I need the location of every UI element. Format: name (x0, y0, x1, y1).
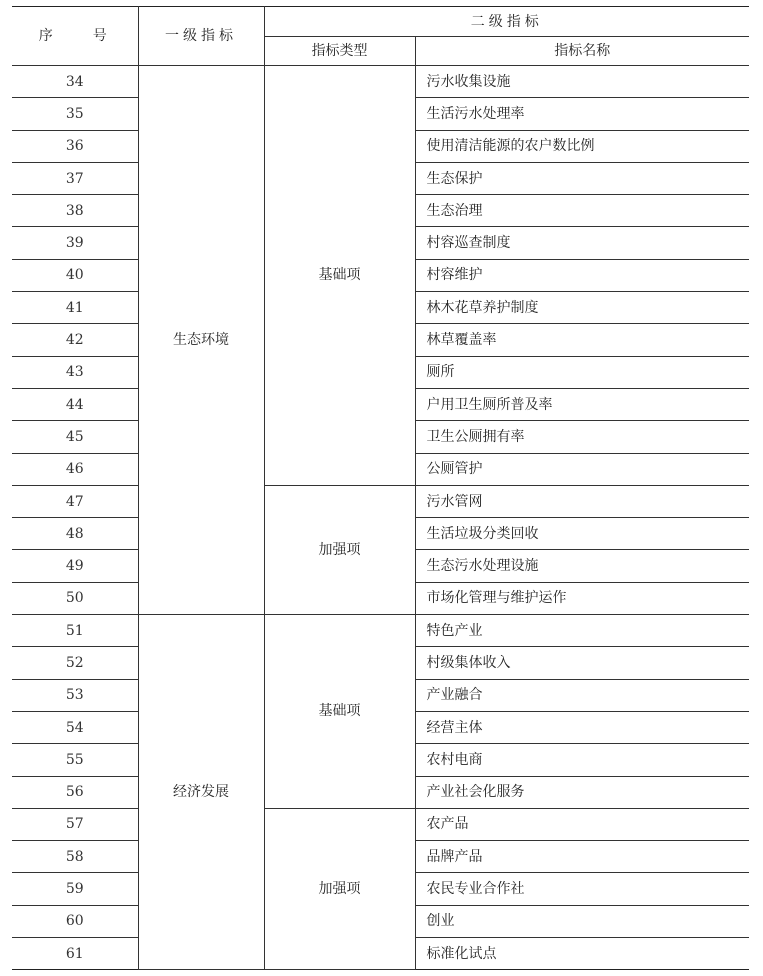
seq-cell: 36 (12, 130, 138, 162)
seq-cell: 56 (12, 776, 138, 808)
seq-cell: 54 (12, 711, 138, 743)
seq-cell: 43 (12, 356, 138, 388)
table-row (12, 485, 749, 517)
seq-cell: 38 (12, 195, 138, 227)
header-seq: 序 号 (12, 7, 138, 66)
name-cell: 农民专业合作社 (415, 873, 749, 905)
name-cell: 经营主体 (415, 711, 749, 743)
seq-cell: 51 (12, 615, 138, 647)
level1-econ: 经济发展 (138, 615, 264, 970)
table-row (12, 808, 749, 840)
name-cell: 公厕管护 (415, 453, 749, 485)
header-type: 指标类型 (264, 37, 415, 66)
name-cell: 林草覆盖率 (415, 324, 749, 356)
seq-cell: 47 (12, 485, 138, 517)
seq-cell: 42 (12, 324, 138, 356)
table-row (12, 615, 749, 647)
name-cell: 村容维护 (415, 259, 749, 291)
name-cell: 生态治理 (415, 195, 749, 227)
seq-cell: 57 (12, 808, 138, 840)
name-cell: 产业融合 (415, 679, 749, 711)
seq-cell: 52 (12, 647, 138, 679)
seq-cell: 53 (12, 679, 138, 711)
name-cell: 厕所 (415, 356, 749, 388)
seq-cell: 46 (12, 453, 138, 485)
name-cell: 污水管网 (415, 485, 749, 517)
seq-cell: 45 (12, 421, 138, 453)
indicator-table (12, 6, 749, 970)
name-cell: 特色产业 (415, 615, 749, 647)
name-cell: 产业社会化服务 (415, 776, 749, 808)
table-body (12, 7, 749, 970)
seq-cell: 44 (12, 388, 138, 420)
seq-cell: 55 (12, 744, 138, 776)
table-row (12, 66, 749, 98)
seq-cell: 35 (12, 98, 138, 130)
seq-cell: 59 (12, 873, 138, 905)
type-econ-strong: 加强项 (264, 808, 415, 969)
name-cell: 卫生公厕拥有率 (415, 421, 749, 453)
type-eco-basic: 基础项 (264, 66, 415, 486)
seq-cell: 34 (12, 66, 138, 98)
header-row (12, 7, 749, 37)
seq-cell: 41 (12, 292, 138, 324)
name-cell: 生态污水处理设施 (415, 550, 749, 582)
seq-cell: 50 (12, 582, 138, 614)
seq-cell: 49 (12, 550, 138, 582)
name-cell: 林木花草养护制度 (415, 292, 749, 324)
header-level2: 二级指标 (264, 7, 749, 37)
seq-cell: 40 (12, 259, 138, 291)
name-cell: 品牌产品 (415, 841, 749, 873)
seq-cell: 58 (12, 841, 138, 873)
name-cell: 村级集体收入 (415, 647, 749, 679)
type-eco-strong: 加强项 (264, 485, 415, 614)
seq-cell: 39 (12, 227, 138, 259)
name-cell: 市场化管理与维护运作 (415, 582, 749, 614)
seq-cell: 48 (12, 518, 138, 550)
name-cell: 污水收集设施 (415, 66, 749, 98)
seq-cell: 37 (12, 162, 138, 194)
name-cell: 农村电商 (415, 744, 749, 776)
name-cell: 村容巡查制度 (415, 227, 749, 259)
seq-cell: 60 (12, 905, 138, 937)
name-cell: 使用清洁能源的农户数比例 (415, 130, 749, 162)
level1-eco: 生态环境 (138, 66, 264, 615)
seq-cell: 61 (12, 938, 138, 970)
type-econ-basic: 基础项 (264, 615, 415, 809)
name-cell: 生态保护 (415, 162, 749, 194)
name-cell: 农产品 (415, 808, 749, 840)
name-cell: 生活垃圾分类回收 (415, 518, 749, 550)
name-cell: 生活污水处理率 (415, 98, 749, 130)
header-level1: 一级指标 (138, 7, 264, 66)
header-name: 指标名称 (415, 37, 749, 66)
name-cell: 创业 (415, 905, 749, 937)
name-cell: 户用卫生厕所普及率 (415, 388, 749, 420)
name-cell: 标准化试点 (415, 938, 749, 970)
